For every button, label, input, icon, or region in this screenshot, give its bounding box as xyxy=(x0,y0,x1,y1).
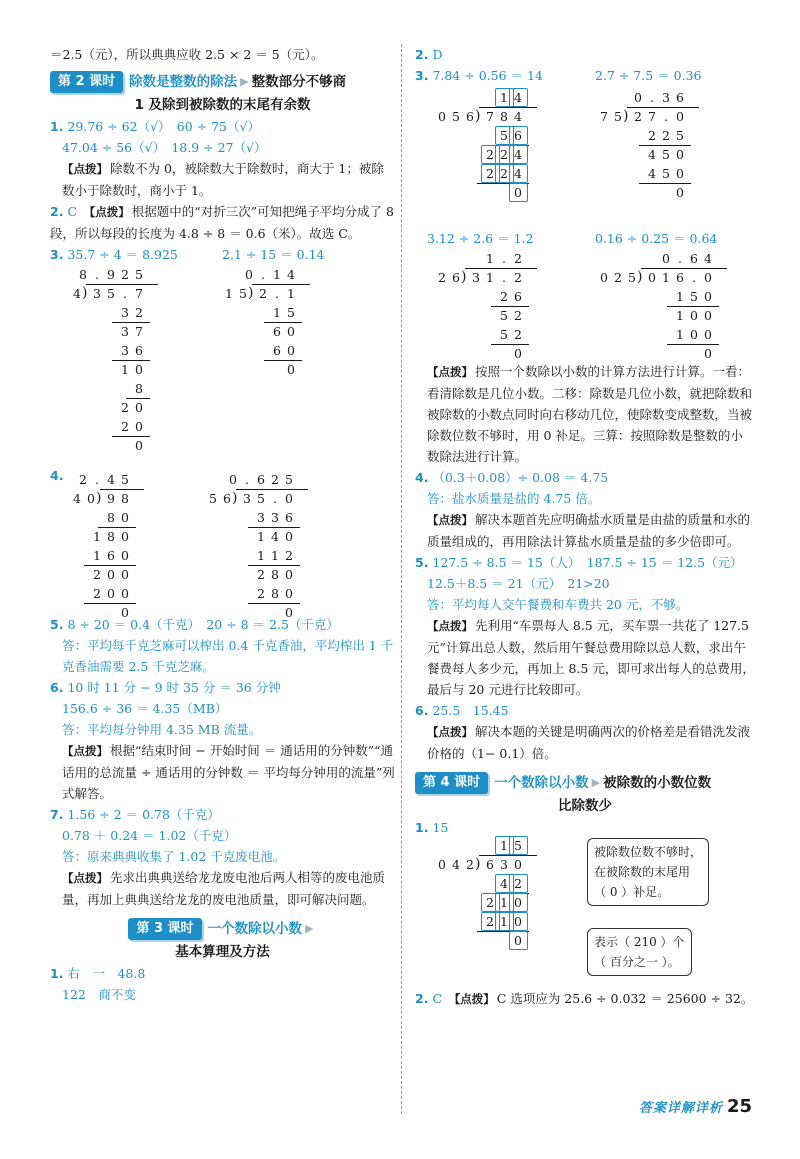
dividend-digit: . xyxy=(273,491,277,506)
dividend-digit: 7 xyxy=(486,109,494,124)
dividend-digit: 5 xyxy=(107,286,115,301)
subtraction-line xyxy=(491,306,529,307)
lesson3-topic: 一个数除以小数 xyxy=(207,921,303,937)
step-digit: 0 xyxy=(690,327,698,342)
top-line: ＝2.5（元），所以典典应收 2.5 × 2 ＝ 5（元）。 xyxy=(50,47,324,62)
division-bracket: ) xyxy=(82,285,88,301)
dividend-digit: 6 xyxy=(676,270,684,285)
rq3-divisions-b xyxy=(415,249,755,361)
quotient-digit: 1 xyxy=(273,267,281,282)
step-digit: 3 xyxy=(121,324,129,339)
step-digit: 1 xyxy=(121,362,129,377)
divisor-digit: 1 xyxy=(225,286,233,301)
lesson2-header xyxy=(50,71,395,93)
step-digit: 3 xyxy=(257,510,265,525)
step-digit: 2 xyxy=(135,305,143,320)
lesson2-sub2: 1 及除到被除数的末尾有余数 xyxy=(134,97,311,113)
step-digit: 0 xyxy=(676,166,684,181)
step-digit: 0 xyxy=(107,567,115,582)
lesson3-badge: 第 3 课时 xyxy=(128,918,201,940)
rq6-tip: 【点拨】 解决本题的关键是明确两次的价格差是看错洗发液价格的（1− 0.1）倍。 xyxy=(427,724,751,761)
q6-line2: 156.6 ÷ 36 ＝ 4.35（MB） xyxy=(62,701,228,716)
quotient-digit: 2 xyxy=(271,472,279,487)
quotient-digit: . xyxy=(245,472,249,487)
subtraction-line xyxy=(84,603,136,604)
dividend-digit: . xyxy=(664,109,668,124)
step-digit: 5 xyxy=(500,308,508,323)
step-digit: 2 xyxy=(93,586,101,601)
step-digit: 0 xyxy=(704,327,712,342)
answer-box xyxy=(509,931,528,950)
step-digit: 0 xyxy=(135,400,143,415)
quotient-digit: 5 xyxy=(514,838,522,853)
quotient-digit: . xyxy=(502,251,506,266)
step-digit: 2 xyxy=(121,400,129,415)
rq6-line: 6. 25.5 15.45 xyxy=(415,703,509,718)
dividend-digit: 1 xyxy=(486,270,494,285)
q2-line: 2. C 【点拨】 根据题中的“对折三次”可知把绳子平均分成了 8 段，所以每段的长度为 4.8 ÷ 8 ＝ 0.6（米）。故选 C。 xyxy=(50,204,395,241)
rq5-answer: 答：平均每人交午餐费和车费共 20 元，不够。 xyxy=(427,597,689,612)
step-digit: 2 xyxy=(514,308,522,323)
division-bracket: ) xyxy=(475,856,481,872)
divisor-digit: 2 xyxy=(466,857,474,872)
step-digit: 3 xyxy=(121,305,129,320)
step-digit: 0 xyxy=(287,324,295,339)
subtraction-line xyxy=(264,360,302,361)
division-bracket: ) xyxy=(475,108,481,124)
step-digit: 1 xyxy=(93,548,101,563)
step-digit: 1 xyxy=(500,895,508,910)
answer-box xyxy=(509,164,528,183)
quotient-digit: 6 xyxy=(257,472,265,487)
step-digit: 0 xyxy=(135,362,143,377)
dividend-digit: 0 xyxy=(514,857,522,872)
q7-answer: 答：原来典典收集了 1.02 千克废电池。 xyxy=(62,849,286,864)
dividend-digit: 0 xyxy=(676,109,684,124)
step-digit: 0 xyxy=(514,933,522,948)
quotient-digit: 6 xyxy=(690,251,698,266)
divisor-digit: 4 xyxy=(73,286,81,301)
subtraction-line xyxy=(639,183,691,184)
answer-box xyxy=(509,836,528,855)
q1-tip: 【点拨】 除数不为 0，被除数大于除数时，商大于 1；被除数小于除数时，商小于 1。 xyxy=(62,161,384,198)
step-digit: 5 xyxy=(690,289,698,304)
dividend-digit: 6 xyxy=(486,857,494,872)
q1-line2: 47.04 ÷ 56（√） 18.9 ÷ 27（√） xyxy=(62,140,267,155)
divisor-digit: 2 xyxy=(438,270,446,285)
lesson2-topic: 除数是整数的除法 xyxy=(129,74,238,90)
q4-line: 4. xyxy=(50,468,64,483)
step-digit: 4 xyxy=(271,529,279,544)
divisor-digit: 5 xyxy=(239,286,247,301)
dividend-digit: 0 xyxy=(285,491,293,506)
step-digit: 3 xyxy=(271,510,279,525)
l4q1-diagram xyxy=(415,838,755,988)
step-digit: 1 xyxy=(257,529,265,544)
step-digit: 2 xyxy=(500,289,508,304)
quotient-digit: 0 xyxy=(245,267,253,282)
quotient-digit: . xyxy=(95,267,99,282)
step-digit: 0 xyxy=(285,529,293,544)
step-digit: 4 xyxy=(648,147,656,162)
step-digit: 0 xyxy=(287,343,295,358)
rq2-line: 2. D xyxy=(415,47,443,62)
page-footer xyxy=(639,1096,752,1117)
step-digit: 1 xyxy=(271,548,279,563)
answer-box xyxy=(509,126,528,145)
division-bar xyxy=(627,107,699,108)
dividend-digit: 7 xyxy=(648,109,656,124)
q6-line: 6. 10 时 11 分 − 9 时 35 分 ＝ 36 分钟 xyxy=(50,680,281,695)
step-digit: 1 xyxy=(257,548,265,563)
step-digit: 2 xyxy=(500,166,508,181)
step-digit: 8 xyxy=(271,567,279,582)
lesson4-badge: 第 4 课时 xyxy=(415,772,488,794)
quotient-digit: 4 xyxy=(107,472,115,487)
step-digit: 4 xyxy=(500,876,508,891)
quotient-digit: 1 xyxy=(486,251,494,266)
quotient-digit: . xyxy=(650,90,654,105)
step-digit: 8 xyxy=(135,381,143,396)
dividend-digit: 3 xyxy=(500,857,508,872)
dividend-digit: 2 xyxy=(634,109,642,124)
footer-label: 答案详解详析 xyxy=(638,1101,723,1116)
division-bar xyxy=(100,489,144,490)
division-bar xyxy=(479,107,537,108)
division-bar xyxy=(479,855,537,856)
quotient-digit: 9 xyxy=(107,267,115,282)
step-digit: 0 xyxy=(690,308,698,323)
step-digit: 2 xyxy=(257,586,265,601)
quotient-digit: 3 xyxy=(662,90,670,105)
left-column xyxy=(50,44,395,1005)
step-digit: 1 xyxy=(676,289,684,304)
quotient-digit: 1 xyxy=(500,838,508,853)
step-digit: 6 xyxy=(514,289,522,304)
quotient-digit: 8 xyxy=(79,267,87,282)
dividend-digit: 3 xyxy=(472,270,480,285)
lesson2-sub1: 整数部分不够商 xyxy=(251,74,347,90)
rq4-tip: 【点拨】 解决本题首先应明确盐水质量是由盐的质量和水的质量组成的，再用除法计算盐水质量是盐的多少倍即可。 xyxy=(427,512,751,549)
subtraction-line xyxy=(248,565,300,566)
step-digit: 2 xyxy=(514,327,522,342)
q6-answer: 答：平均每分钟用 4.35 MB 流量。 xyxy=(62,722,262,737)
step-digit: 0 xyxy=(121,567,129,582)
subtraction-line xyxy=(639,145,691,146)
answer-box xyxy=(509,145,528,164)
step-digit: 2 xyxy=(662,128,670,143)
step-digit: 0 xyxy=(285,586,293,601)
subtraction-line xyxy=(491,344,529,345)
step-digit: 8 xyxy=(107,529,115,544)
step-digit: 0 xyxy=(121,529,129,544)
dividend-digit: 3 xyxy=(243,491,251,506)
play-arrow-icon: ▶ xyxy=(240,75,249,88)
step-digit: 0 xyxy=(704,346,712,361)
page-number: 25 xyxy=(726,1096,752,1117)
answer-box xyxy=(509,183,528,202)
step-digit: 0 xyxy=(107,586,115,601)
step-digit: 0 xyxy=(285,605,293,620)
play-arrow-icon: ▶ xyxy=(305,922,314,935)
rq3-divisions-a xyxy=(415,86,755,228)
step-digit: 8 xyxy=(271,586,279,601)
dividend-digit: 3 xyxy=(93,286,101,301)
l4q2-line: 2. C 【点拨】 C 选项应为 25.6 ÷ 0.032 ＝ 25600 ÷ 32。 xyxy=(415,991,754,1006)
q4-divisions xyxy=(50,472,395,620)
dividend-digit: 0 xyxy=(704,270,712,285)
rq5-line2: 12.5＋8.5 ＝ 21（元） 21>20 xyxy=(427,576,610,591)
division-bracket: ) xyxy=(623,108,629,124)
step-digit: 5 xyxy=(500,128,508,143)
dividend-digit: . xyxy=(275,286,279,301)
rq5-tip: 【点拨】 先利用“车票每人 8.5 元，买车票一共花了 127.5元”计算出总人数，然后用午餐总费用除以总人数，求出午餐费每人多少元，再加上 8.5 元，即可求出每人的总费用，最后与 20 元进行比较即可。 xyxy=(427,618,755,697)
q5-answer: 答：平均每千克芝麻可以榨出 0.4 千克香油，平均榨出 1 千克香油需要 2.5 千克芝麻。 xyxy=(62,638,394,674)
play-arrow-icon: ▶ xyxy=(591,776,601,789)
step-digit: 0 xyxy=(676,147,684,162)
step-digit: 6 xyxy=(135,343,143,358)
step-digit: 1 xyxy=(676,308,684,323)
q7-line: 7. 1.56 ÷ 2 ＝ 0.78（千克） xyxy=(50,807,220,822)
quotient-digit: 2 xyxy=(121,267,129,282)
quotient-digit: 0 xyxy=(229,472,237,487)
right-column xyxy=(415,44,755,1010)
divisor-digit: 5 xyxy=(452,109,460,124)
callout-hundredths: 表示（ 210 ）个 （ 百分之一 ）。 xyxy=(587,928,692,976)
division-bracket: ) xyxy=(232,490,238,506)
dividend-digit: 4 xyxy=(514,109,522,124)
subtraction-line xyxy=(112,360,150,361)
divisor-digit: 5 xyxy=(614,109,622,124)
q1-line1: 1. 29.76 ÷ 62（√） 60 ÷ 75（√） xyxy=(50,119,260,134)
q7-tip: 【点拨】 先求出典典送给龙龙废电池后两人相等的废电池质量，再加上典典送给龙龙的废电池质量，即可解决问题。 xyxy=(62,870,386,907)
step-digit: 5 xyxy=(500,327,508,342)
step-digit: 2 xyxy=(486,895,494,910)
step-digit: 0 xyxy=(121,548,129,563)
quotient-digit: 1 xyxy=(500,90,508,105)
lesson4-header xyxy=(415,772,755,794)
step-digit: 4 xyxy=(514,166,522,181)
step-digit: 1 xyxy=(93,529,101,544)
division-bar xyxy=(252,284,310,285)
l4q1-line: 1. 15 xyxy=(415,820,449,835)
division-bar xyxy=(641,268,727,269)
divisor-digit: 5 xyxy=(628,270,636,285)
quotient-digit: . xyxy=(261,267,265,282)
subtraction-line xyxy=(112,322,150,323)
q6-tip: 【点拨】 根据“结束时间 − 开始时间 ＝ 通话用的分钟数”“通话用的总流量 ÷ 通话用的分钟数 ＝ 平均每分钟用的流量”列式解答。 xyxy=(62,743,395,801)
step-digit: 2 xyxy=(486,914,494,929)
division-bracket: ) xyxy=(248,285,254,301)
rq4-line: 4. （0.3＋0.08）÷ 0.08 ＝ 4.75 xyxy=(415,470,609,485)
step-digit: 5 xyxy=(676,128,684,143)
step-digit: 5 xyxy=(287,305,295,320)
step-digit: 0 xyxy=(135,419,143,434)
step-digit: 0 xyxy=(121,605,129,620)
divisor-digit: 4 xyxy=(452,857,460,872)
subtraction-line xyxy=(264,322,302,323)
step-digit: 6 xyxy=(273,324,281,339)
dividend-digit: 2 xyxy=(514,270,522,285)
step-digit: 2 xyxy=(486,166,494,181)
step-digit: 0 xyxy=(285,567,293,582)
subtraction-line xyxy=(112,436,150,437)
step-digit: 7 xyxy=(135,324,143,339)
dividend-digit: 8 xyxy=(500,109,508,124)
step-digit: 6 xyxy=(273,343,281,358)
dividend-digit: 1 xyxy=(287,286,295,301)
lesson4-sub2: 比除数少 xyxy=(558,798,612,814)
subtraction-line xyxy=(667,306,719,307)
step-digit: 5 xyxy=(662,166,670,181)
step-digit: 1 xyxy=(273,305,281,320)
lesson4-topic: 一个数除以小数 xyxy=(494,775,589,791)
callout-padding-zero: 被除数位数不够时， 在被除数的末尾用 （ 0 ）补足。 xyxy=(587,838,709,906)
division-bar xyxy=(86,284,158,285)
divisor-digit: 0 xyxy=(87,491,95,506)
quotient-digit: . xyxy=(95,472,99,487)
step-digit: 0 xyxy=(121,510,129,525)
q5-line: 5. 8 ÷ 20 ＝ 0.4（千克） 20 ÷ 8 ＝ 2.5（千克） xyxy=(50,617,339,632)
rq3-line: 3. 7.84 ÷ 0.56 ＝ 14 2.7 ÷ 7.5 ＝ 0.36 xyxy=(415,68,702,83)
quotient-digit: 5 xyxy=(285,472,293,487)
divisor-digit: 0 xyxy=(438,109,446,124)
step-digit: 2 xyxy=(500,147,508,162)
lesson2-badge: 第 2 课时 xyxy=(50,71,123,93)
quotient-digit: . xyxy=(678,251,682,266)
step-digit: 8 xyxy=(107,510,115,525)
q3-divisions xyxy=(50,265,395,465)
step-digit: 1 xyxy=(676,327,684,342)
dividend-digit: 5 xyxy=(257,491,265,506)
quotient-digit: 0 xyxy=(634,90,642,105)
step-digit: 0 xyxy=(704,308,712,323)
divisor-digit: 7 xyxy=(600,109,608,124)
lesson4-sub1: 被除数的小数位数 xyxy=(603,775,712,791)
step-digit: 0 xyxy=(514,895,522,910)
answer-box xyxy=(509,88,528,107)
step-digit: 2 xyxy=(514,876,522,891)
divisor-digit: 6 xyxy=(466,109,474,124)
rq3-tip: 【点拨】 按照一个数除以小数的计算方法进行计算。一看：看清除数是几位小数。二移：除数是几位小数，就把除数和被除数的小数点同时向右移动几位，使除数变成整数，当被除数位数不够时，用 0 补足。三算：按照除数是整数的小数除法进行计算。 xyxy=(427,364,753,464)
rq4-answer: 答：盐水质量是盐的 4.75 倍。 xyxy=(427,491,601,506)
answer-box xyxy=(509,912,528,931)
step-digit: 0 xyxy=(135,438,143,453)
step-digit: 0 xyxy=(287,362,295,377)
dividend-digit: 9 xyxy=(107,491,115,506)
dividend-digit: 0 xyxy=(648,270,656,285)
quotient-digit: 6 xyxy=(676,90,684,105)
subtraction-line xyxy=(84,565,136,566)
step-digit: 0 xyxy=(676,185,684,200)
divisor-digit: 0 xyxy=(438,857,446,872)
step-digit: 4 xyxy=(514,147,522,162)
step-digit: 6 xyxy=(107,548,115,563)
step-digit: 1 xyxy=(500,914,508,929)
division-bracket: ) xyxy=(96,490,102,506)
step-digit: 6 xyxy=(514,128,522,143)
step-digit: 2 xyxy=(285,548,293,563)
step-digit: 0 xyxy=(514,914,522,929)
subtraction-line xyxy=(126,398,150,399)
quotient-digit: 4 xyxy=(287,267,295,282)
division-bracket: ) xyxy=(637,269,643,285)
division-bar xyxy=(236,489,308,490)
step-digit: 2 xyxy=(121,419,129,434)
divisor-digit: 4 xyxy=(73,491,81,506)
rq3-line2: 3.12 ÷ 2.6 ＝ 1.2 0.16 ÷ 0.25 ＝ 0.64 xyxy=(427,231,718,246)
step-digit: 2 xyxy=(486,147,494,162)
step-digit: 5 xyxy=(662,147,670,162)
subtraction-line xyxy=(667,344,719,345)
l3q1-line2: 122 商不变 xyxy=(62,987,136,1002)
quotient-digit: 2 xyxy=(79,472,87,487)
subtraction-line xyxy=(248,527,300,528)
step-digit: 2 xyxy=(257,567,265,582)
dividend-digit: . xyxy=(502,270,506,285)
subtraction-line xyxy=(248,603,300,604)
divisor-digit: 6 xyxy=(223,491,231,506)
dividend-digit: . xyxy=(123,286,127,301)
dividend-digit: 7 xyxy=(135,286,143,301)
q7-line2: 0.78 ＋ 0.24 ＝ 1.02（千克） xyxy=(62,828,237,843)
divisor-digit: 2 xyxy=(614,270,622,285)
answer-box xyxy=(509,893,528,912)
step-digit: 2 xyxy=(648,128,656,143)
answer-box xyxy=(509,874,528,893)
q3-line: 3. 35.7 ÷ 4 ＝ 8.925 2.1 ÷ 15 ＝ 0.14 xyxy=(50,247,325,262)
dividend-digit: 2 xyxy=(259,286,267,301)
step-digit: 0 xyxy=(514,185,522,200)
step-digit: 0 xyxy=(704,289,712,304)
lesson3-header xyxy=(50,918,395,940)
quotient-digit: 5 xyxy=(135,267,143,282)
divisor-digit: 0 xyxy=(600,270,608,285)
dividend-digit: 1 xyxy=(662,270,670,285)
rq5-line: 5. 127.5 ÷ 8.5 ＝ 15（人） 187.5 ÷ 15 ＝ 12.5（元） xyxy=(415,555,743,570)
quotient-digit: 5 xyxy=(121,472,129,487)
subtraction-line xyxy=(98,527,136,528)
divisor-digit: 6 xyxy=(452,270,460,285)
quotient-digit: 4 xyxy=(704,251,712,266)
quotient-digit: 0 xyxy=(662,251,670,266)
column-divider xyxy=(401,44,402,1114)
dividend-digit: . xyxy=(692,270,696,285)
quotient-digit: 2 xyxy=(514,251,522,266)
l3q1-line: 1. 右 一 48.8 xyxy=(50,966,146,981)
lesson3-sub: 基本算理及方法 xyxy=(175,944,270,960)
quotient-digit: 4 xyxy=(514,90,522,105)
step-digit: 6 xyxy=(285,510,293,525)
division-bracket: ) xyxy=(461,269,467,285)
step-digit: 0 xyxy=(121,586,129,601)
step-digit: 2 xyxy=(93,567,101,582)
dividend-digit: 8 xyxy=(121,491,129,506)
step-digit: 4 xyxy=(648,166,656,181)
step-digit: 0 xyxy=(514,346,522,361)
division-bar xyxy=(465,268,537,269)
divisor-digit: 5 xyxy=(209,491,217,506)
step-digit: 3 xyxy=(121,343,129,358)
